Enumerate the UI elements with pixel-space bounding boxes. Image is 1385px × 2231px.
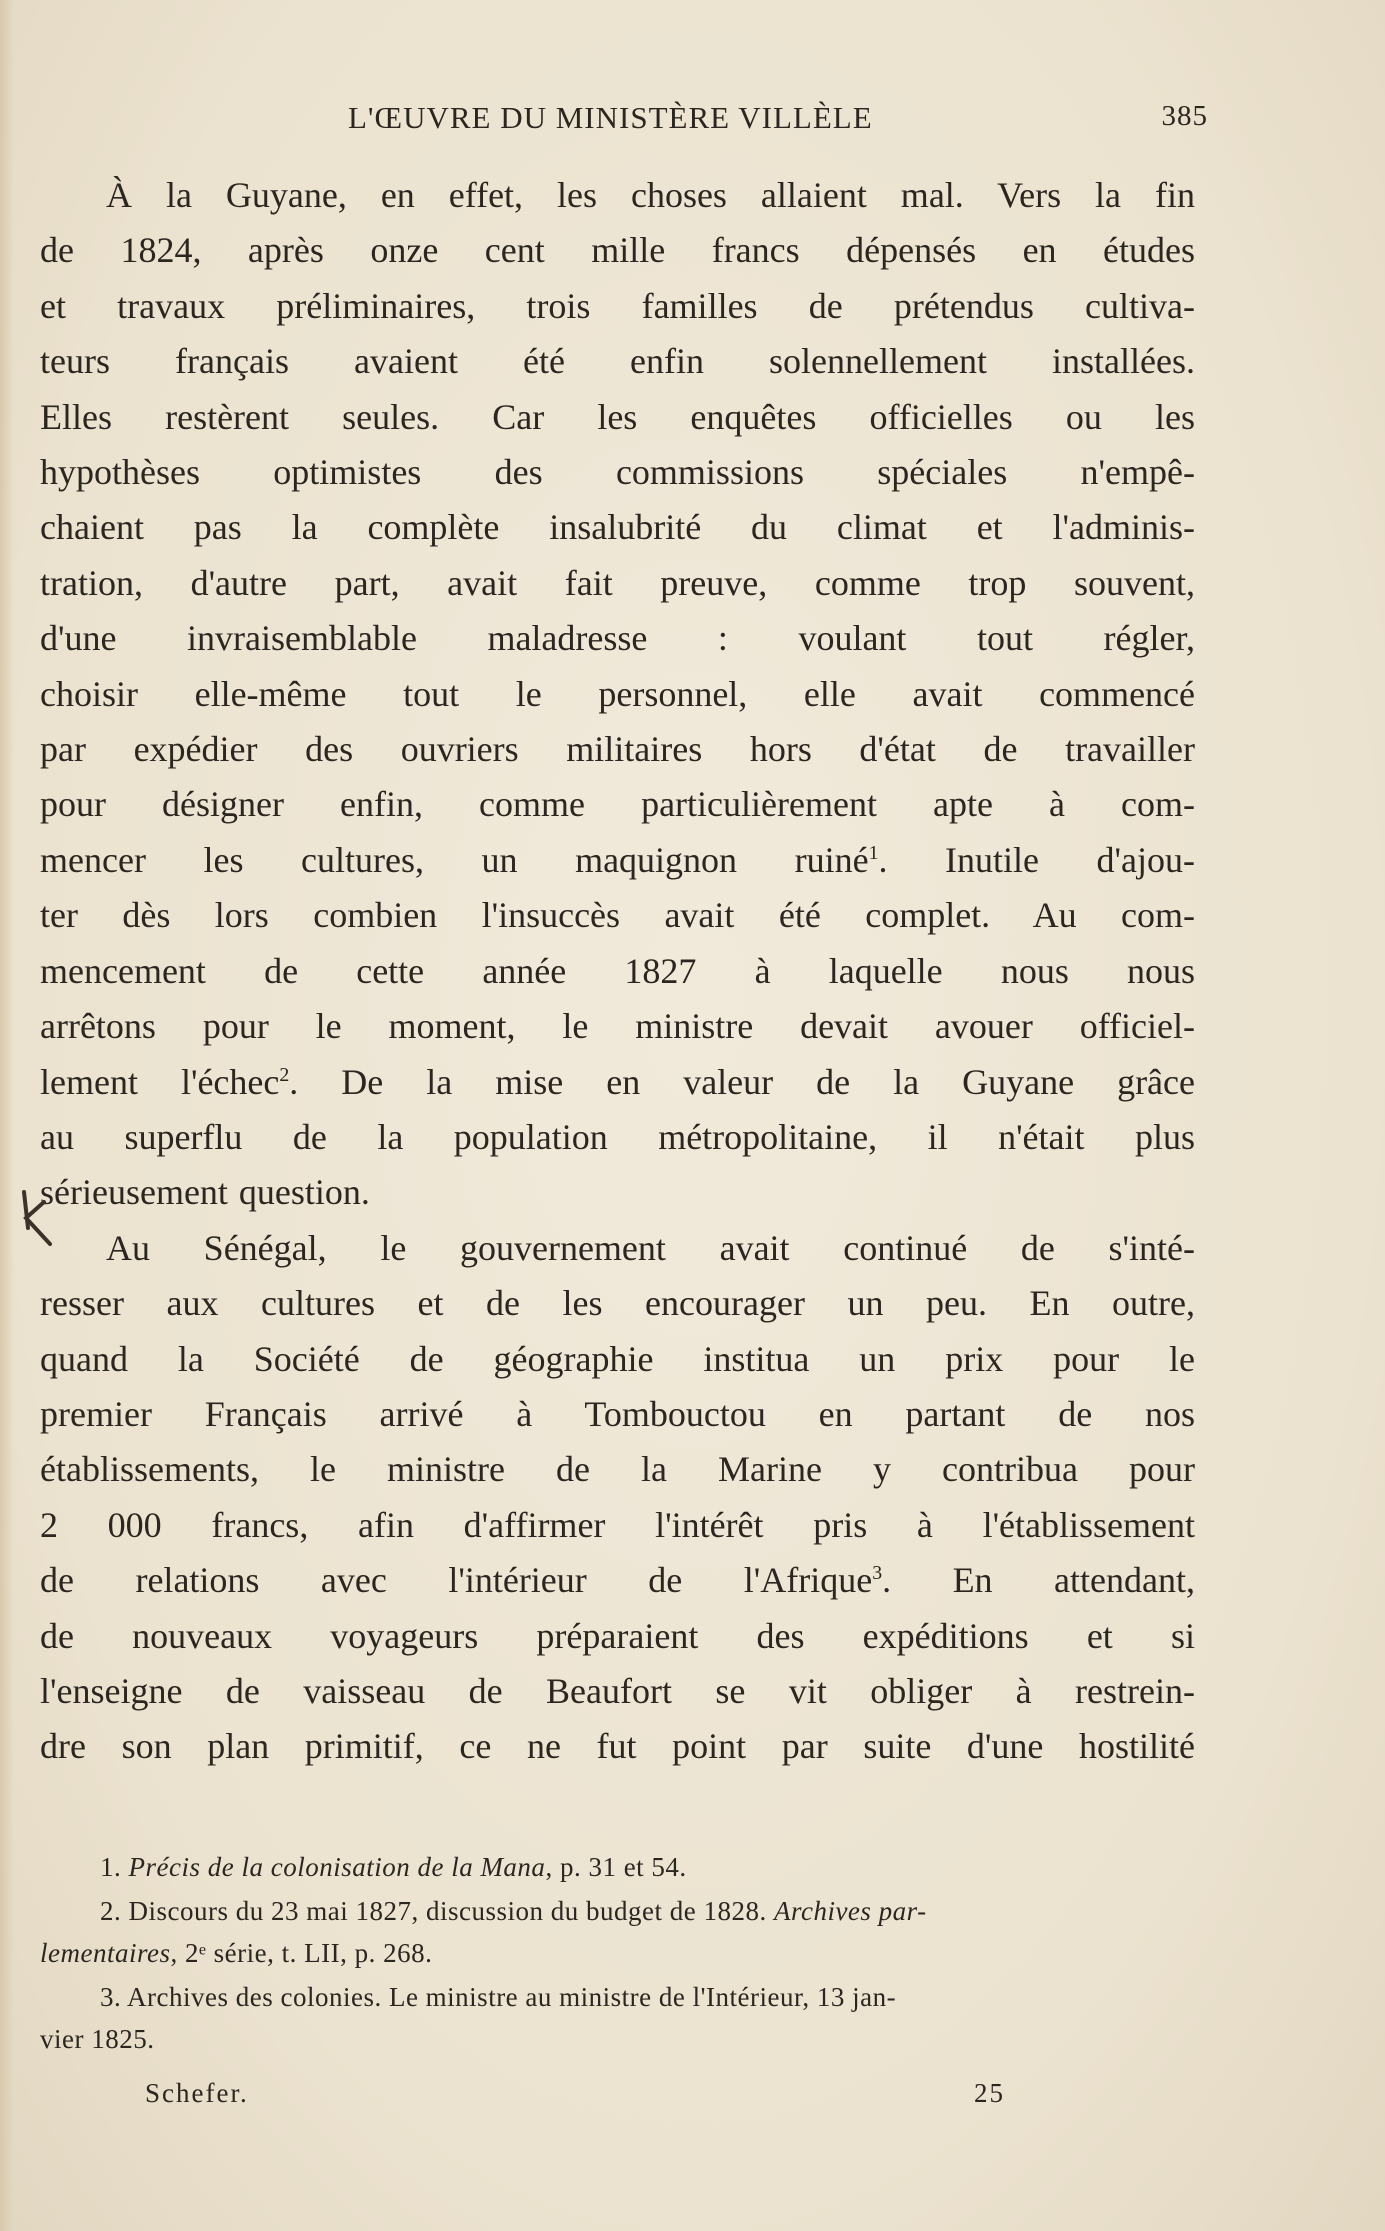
text-line-with-note xyxy=(40,1055,1195,1110)
text-segment: . En attendant, xyxy=(882,1560,1195,1601)
footnote-text: Archives des colonies. Le ministre au ministre de l'Intérieur, 13 jan- xyxy=(127,1982,897,2012)
text-line: au superflu de la population métropolitaine, il n'était plus xyxy=(40,1116,1195,1157)
text-line: dre son plan primitif, ce ne fut point par suite d'une hostilité xyxy=(40,1726,1195,1767)
text-line: de 1824, après onze cent mille francs dépensés en études xyxy=(40,230,1195,271)
text-segment: . Inutile d'ajou- xyxy=(878,839,1195,880)
text-line: établissements, le ministre de la Marine y contribua pour xyxy=(40,1449,1195,1490)
running-header xyxy=(348,100,1208,140)
footnote-title: Archives par- xyxy=(773,1896,927,1926)
text-segment: de relations avec l'intérieur de l'Afrique xyxy=(40,1560,873,1601)
footnote-3 xyxy=(40,1976,1160,2060)
text-segment: . De la mise en valeur de la Guyane grâce xyxy=(289,1061,1195,1102)
text-segment: mencer les cultures, un maquignon ruiné xyxy=(40,839,869,880)
footnote-text: Discours du 23 mai 1827, discussion du budget de 1828. xyxy=(128,1896,767,1926)
running-title: L'ŒUVRE DU MINISTÈRE VILLÈLE xyxy=(348,100,873,135)
footnote-number: 2. xyxy=(100,1896,122,1926)
body-text xyxy=(40,168,1195,1775)
text-line-with-note xyxy=(40,1553,1195,1608)
text-line: teurs français avaient été enfin solennellement installées. xyxy=(40,341,1195,382)
footnote-ref-1: 1 xyxy=(868,841,879,864)
signature-mark: Schefer. xyxy=(145,2078,249,2108)
text-line: par expédier des ouvriers militaires hors d'état de travailler xyxy=(40,729,1195,770)
text-line: choisir elle-même tout le personnel, elle avait commencé xyxy=(40,673,1195,714)
text-line-with-note xyxy=(40,833,1195,888)
text-segment: lement l'échec xyxy=(40,1061,280,1102)
page-footer xyxy=(145,2078,1005,2118)
text-line: À la Guyane, en effet, les choses allaient mal. Vers la fin xyxy=(106,175,1195,215)
text-line: l'enseigne de vaisseau de Beaufort se vit obliger à restrein- xyxy=(40,1670,1195,1711)
footnote-number: 3. xyxy=(100,1982,122,2012)
page-edge-shadow xyxy=(0,0,14,2231)
footnote-title-cont: lementaires xyxy=(40,1938,171,1968)
footnote-1 xyxy=(40,1846,1160,1888)
text-line: arrêtons pour le moment, le ministre devait avouer officiel- xyxy=(40,1006,1195,1047)
text-line: pour désigner enfin, comme particulièrement apte à com- xyxy=(40,784,1195,825)
footnote-text: , 2ᵉ série, t. LII, p. 268. xyxy=(170,1938,433,1968)
page-number: 385 xyxy=(1161,100,1208,132)
footnote-2 xyxy=(40,1890,1160,1974)
margin-check-mark xyxy=(18,1188,56,1248)
text-line: resser aux cultures et de les encourager un peu. En outre, xyxy=(40,1283,1195,1324)
text-line: et travaux préliminaires, trois familles de prétendus cultiva- xyxy=(40,285,1195,326)
text-line: ter dès lors combien l'insuccès avait été complet. Au com- xyxy=(40,895,1195,936)
footnote-ref-3: 3 xyxy=(872,1562,883,1585)
text-line: Au Sénégal, le gouvernement avait continué de s'inté- xyxy=(106,1227,1195,1268)
footnote-text: , p. 31 et 54. xyxy=(545,1852,687,1882)
text-line: hypothèses optimistes des commissions spéciales n'empê- xyxy=(40,452,1195,493)
text-line: d'une invraisemblable maladresse : voulant tout régler, xyxy=(40,618,1195,659)
text-line: sérieusement question. xyxy=(40,1172,370,1213)
sheet-number: 25 xyxy=(974,2078,1005,2108)
footnote-number: 1. xyxy=(100,1852,122,1882)
text-line: quand la Société de géographie institua un prix pour le xyxy=(40,1338,1195,1379)
text-line: Elles restèrent seules. Car les enquêtes officielles ou les xyxy=(40,396,1195,437)
text-line: 2 000 francs, afin d'affirmer l'intérêt pris à l'établissement xyxy=(40,1504,1195,1545)
footnote-ref-2: 2 xyxy=(279,1063,290,1086)
text-line: premier Français arrivé à Tombouctou en partant de nos xyxy=(40,1393,1195,1434)
footnote-text-cont: vier 1825. xyxy=(40,2024,155,2054)
text-line: tration, d'autre part, avait fait preuve, comme trop souvent, xyxy=(40,562,1195,603)
text-line: de nouveaux voyageurs préparaient des expéditions et si xyxy=(40,1615,1195,1656)
text-line: mencement de cette année 1827 à laquelle nous nous xyxy=(40,950,1195,991)
footnote-title: Précis de la colonisation de la Mana xyxy=(128,1852,546,1882)
text-line: chaient pas la complète insalubrité du climat et l'adminis- xyxy=(40,507,1195,548)
